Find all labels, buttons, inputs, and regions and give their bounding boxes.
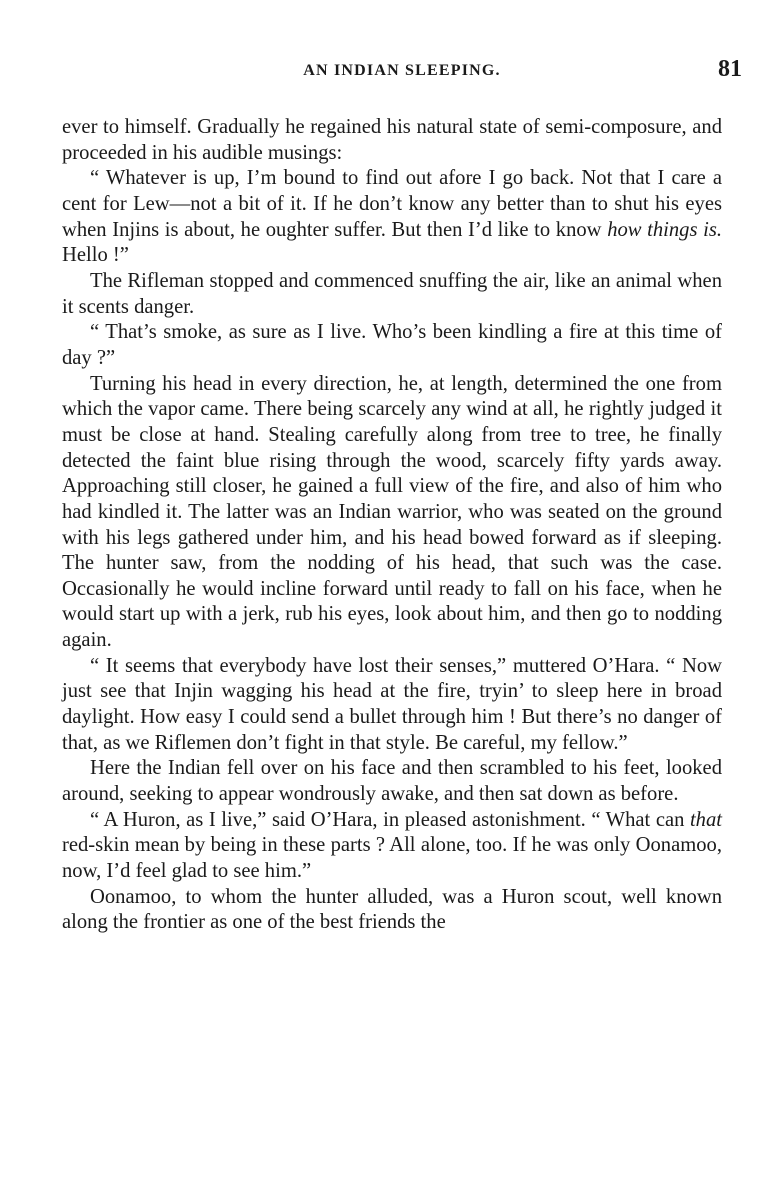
running-title: AN INDIAN SLEEPING. xyxy=(303,62,501,79)
paragraph xyxy=(62,885,722,936)
paragraph xyxy=(62,166,722,269)
paragraph-text: Hello !” xyxy=(62,244,129,267)
paragraph-text: Oonamoo, to whom the hunter alluded, was a Huron scout, well known along the frontier as one of the best friends the xyxy=(62,885,722,934)
paragraph-text: “ Whatever is up, I’m bound to find out afore I go back. Not that I care a cent for Lew—not a bit of it. If he don’t know any better than to shut his eyes when Injins is about, he oughter suffer. But then I’d like to know xyxy=(62,167,722,241)
paragraph-text: Here the Indian fell over on his face and then scrambled to his feet, looked around, seeking to appear wondrously awake, and then sat down as before. xyxy=(62,757,722,806)
body-text xyxy=(62,115,722,936)
paragraph-text: red-skin mean by being in these parts ? All alone, too. If he was only Oonamoo, now, I’d feel glad to see him.” xyxy=(62,834,722,883)
paragraph xyxy=(62,372,722,654)
paragraph-text: “ That’s smoke, as sure as I live. Who’s been kindling a fire at this time of day ?” xyxy=(62,321,722,369)
italic-phrase: how things is. xyxy=(607,218,723,241)
paragraph-text: The Rifleman stopped and commenced snuffing the air, like an animal when it scents danger. xyxy=(62,269,722,318)
paragraph-text: Turning his head in every direction, he, at length, determined the one from which the vapor came. There being scarcely any wind at all, he rightly judged it must be close at hand. Stealing carefully along from tree to tree, he finally detected the faint blue rising through the wood, scarcely fifty yards away. Approaching still closer, he gained a full view of the fire, and also of him who had kindled it. The latter was an Indian warrior, who was seated on the ground with his legs gathered under him, and his head bowed forward as if sleeping. The hunter saw, from the nodding of his head, that such was the case. Occasionally he would incline forward until ready to fall on his face, when he would start up with a jerk, rub his eyes, look about him, and then go to nodding again. xyxy=(62,372,722,652)
italic-phrase: that xyxy=(689,808,722,831)
paragraph xyxy=(62,115,722,166)
paragraph xyxy=(62,756,722,807)
paragraph xyxy=(62,808,722,885)
page-number: 81 xyxy=(718,56,742,82)
paragraph-text: ever to himself. Gradually he regained his natural state of semi-composure, and proceeded in his audible musings: xyxy=(62,116,722,164)
paragraph-text: “ A Huron, as I live,” said O’Hara, in pleased astonishment. “ What can xyxy=(90,808,690,831)
running-head xyxy=(62,56,742,90)
paragraph xyxy=(62,654,722,757)
paragraph xyxy=(62,320,722,371)
paragraph-text: “ It seems that everybody have lost their senses,” muttered O’Hara. “ Now just see that Injin wagging his head at the fire, tryin’ to sleep here in broad daylight. How easy I could send a bullet through him ! But there’s no danger of that, as we Riflemen don’t fight in that style. Be careful, my fellow.” xyxy=(62,654,722,754)
paragraph xyxy=(62,269,722,320)
